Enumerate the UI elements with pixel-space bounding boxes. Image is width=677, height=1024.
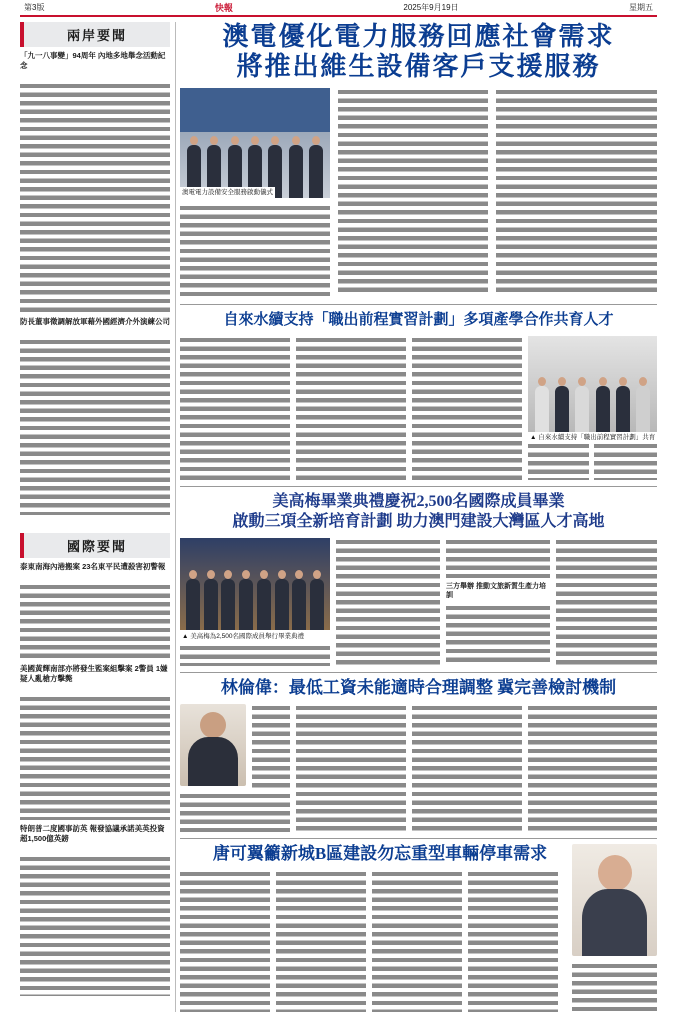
page-header [0,0,677,14]
story3-body [446,538,550,578]
article-title: 防長董事徵調解放軍藉外國經濟介外演練公司 [20,317,170,326]
story3-body [556,538,657,666]
article-title: 特朗普二度國事訪英 報發協議承諾美英投資超1,500億英鎊 [20,824,165,843]
lead-photo [180,88,330,198]
left-column [20,22,170,996]
story3-photo [180,538,330,630]
story3-subhead: 三方舉辦 推動文旅新質生產力培訓 [446,583,546,599]
header-rule [20,15,657,17]
portrait-photo [572,844,657,956]
page-number: 第3版 [24,2,45,12]
publish-date: 2025年9月19日 [403,2,459,12]
story4-body [528,704,657,832]
story5-body [372,870,462,1012]
portrait-photo [180,704,246,786]
story4-body [180,792,290,832]
article-body [20,329,170,515]
article-title: 美國黃輝南部亦將發生監案組擊案 2警員 1嫌疑人亂槍方擊斃 [20,664,168,683]
story2-body [412,336,522,480]
story2-body [528,442,589,480]
story3-body [336,538,440,666]
lead-body [180,204,330,296]
story2-body [594,442,657,480]
story2-body [296,336,406,480]
story2-photo [528,336,657,432]
article-title: 泰東南海內港搬案 23名東平民遭殺害初警報 [20,562,166,571]
story5-body [572,962,657,1012]
story2-photo-caption: ▲ 自來水續支持「職出前程實習計劃」共育 [528,432,661,452]
story3-headline: 美高梅畢業典禮慶祝2,500名國際成員畢業 [272,493,565,510]
story2-headline: 自來水續支持「職出前程實習計劃」多項產學合作共育人才 [223,312,614,328]
story4-body [412,704,522,832]
section-title-international: 國際要聞 [20,533,170,558]
story5-headline: 唐可翼籲新城B區建設勿忘重型車輛停車需求 [212,844,548,863]
article-body [20,846,170,996]
story4-headline: 林倫偉：最低工資未能適時合理調整 冀完善檢討機制 [220,678,617,697]
story3-subheadline: 啟動三項全新培育計劃 助力澳門建設大灣區人才高地 [232,513,605,530]
story3-photo-caption: ▲ 美高梅為2,500名國際成員舉行畢業典禮 [180,631,334,642]
newspaper-brand: 快報 [214,2,233,13]
weekday: 星期五 [628,2,653,12]
story3-body [180,644,330,666]
main-area [180,22,657,863]
section-title-cross-strait: 兩岸要聞 [20,22,170,47]
lead-body [338,88,488,296]
column-divider [175,22,176,1012]
story5-body [276,870,366,1012]
article-title: 「九一八事變」94周年 內地多地舉念活動紀念 [20,51,166,70]
article-body [20,574,170,660]
lead-subheadline: 將推出維生設備客戶支援服務 [236,52,601,81]
story2-body [180,336,290,480]
story5-body [468,870,558,1012]
lead-photo-caption: 澳電電力設備安全服務啟動儀式 [182,189,273,196]
lead-body [496,88,657,296]
story4-body [296,704,406,832]
lead-headline: 澳電優化電力服務回應社會需求 [222,22,615,51]
story4-body [252,704,290,788]
story3-body [446,604,550,666]
article-body [20,73,170,313]
story5-body [180,870,270,1012]
article-body [20,686,170,820]
